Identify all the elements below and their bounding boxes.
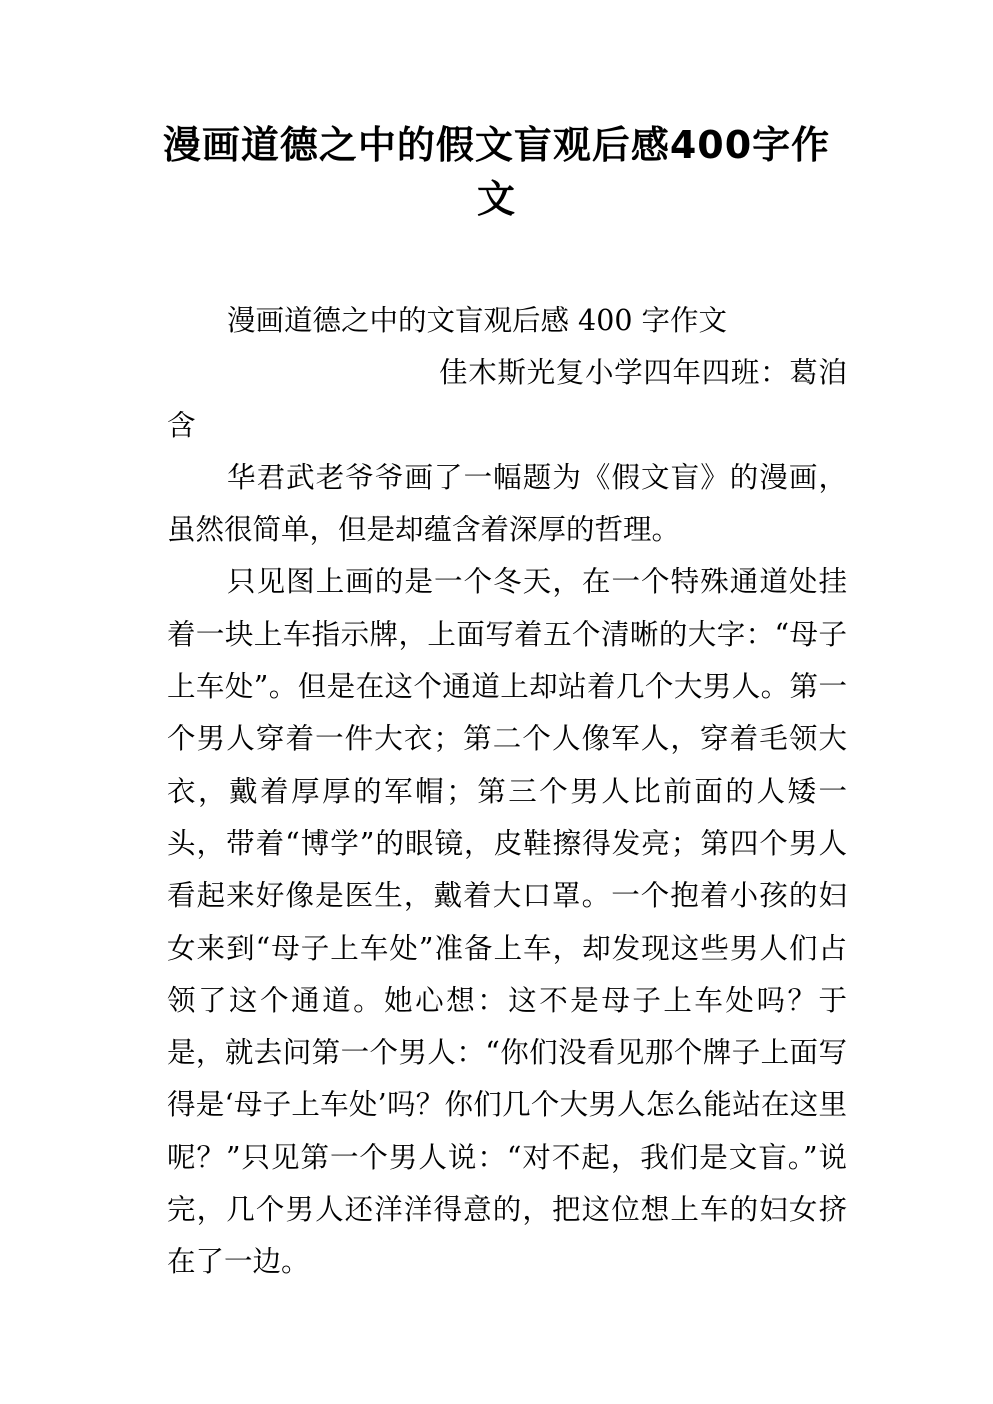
document-body (167, 295, 847, 1289)
paragraph-1: 华君武老爷爷画了一幅题为《假文盲》的漫画，虽然很简单，但是却蕴含着深厚的哲理。 (167, 460, 847, 547)
document-title: 漫画道德之中的假文盲观后感400字作文 (162, 123, 831, 221)
paragraph-2: 只见图上画的是一个冬天，在一个特殊通道处挂着一块上车指示牌，上面写着五个清晰的大字：“母子上车处”。但是在这个通道上却站着几个大男人。第一个男人穿着一件大衣；第二个人像军人，穿着毛领大衣，戴着厚厚的军帽；第三个男人比前面的人矮一头，带着“博学”的眼镜，皮鞋擦得发亮；第四个男人看起来好像是医生，戴着大口罩。一个抱着小孩的妇女来到“母子上车处”准备上车，却发现这些男人们占领了这个通道。她心想：这不是母子上车处吗？于是，就去问第一个男人：“你们没看见那个牌子上面写得是‘母子上车处’吗？你们几个大男人怎么能站在这里呢？”只见第一个男人说：“对不起，我们是文盲。”说完，几个男人还洋洋得意的，把这位想上车的妇女挤在了一边。 (167, 565, 847, 1279)
author-line: 佳木斯光复小学四年四班：葛洎含 (167, 356, 847, 442)
essay-subtitle: 漫画道德之中的文盲观后感 400 字作文 (227, 304, 728, 337)
